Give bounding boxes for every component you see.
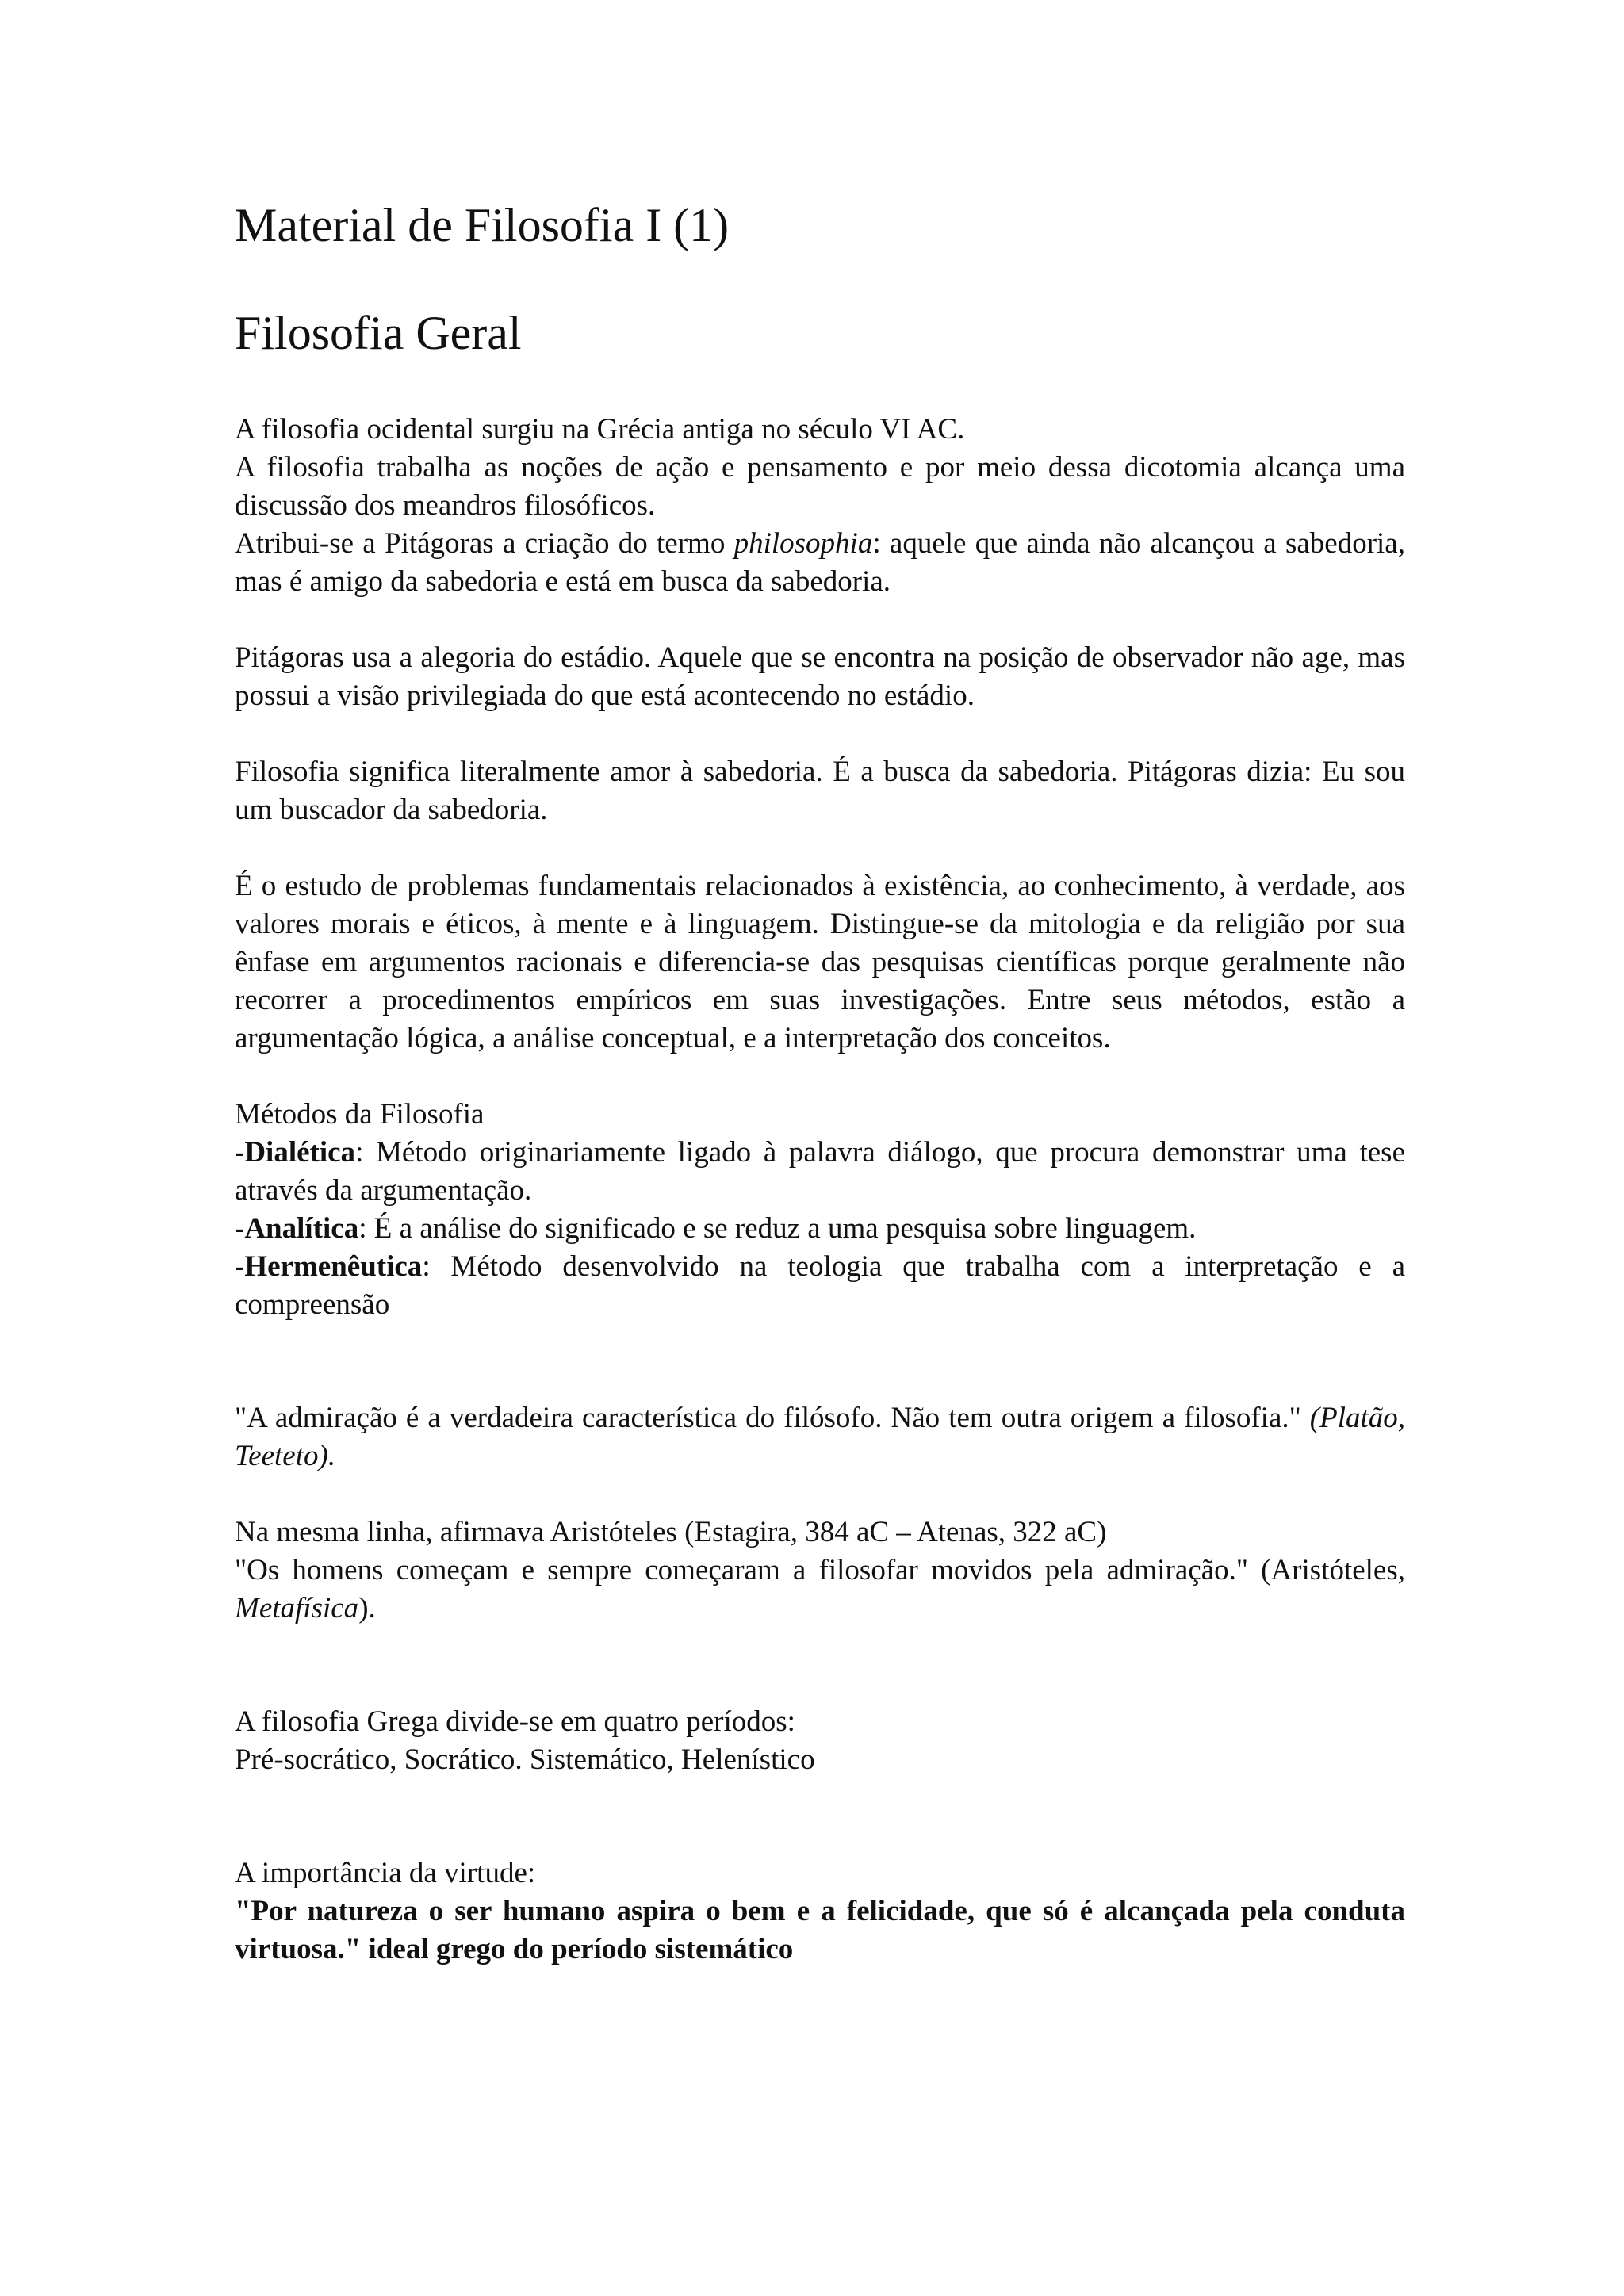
periodos-paragraph [235, 1703, 1405, 1779]
platao-quote [235, 1399, 1405, 1475]
intro-paragraph [235, 411, 1405, 601]
metodo-term: Analítica [244, 1212, 359, 1245]
intro-line-1: A filosofia ocidental surgiu na Grécia antiga no século VI AC. [235, 413, 965, 446]
aristoteles-quote [235, 1552, 1405, 1628]
metafisica-title: Metafísica [235, 1592, 359, 1624]
metodos-heading: Métodos da Filosofia [235, 1098, 485, 1131]
virtude-quote: "Por natureza o ser humano aspira o bem e a felicidade, que só é alcançada pela conduta virtuosa." ideal grego do período sistemático [235, 1895, 1405, 1965]
metodo-dash: - [235, 1250, 245, 1283]
intro-line-3-post: : aquele que ainda não alcançou a sabedoria, mas é amigo da sabedoria e está em busca da sabedoria. [235, 527, 1405, 598]
platao-quote-source: (Platão, Teeteto). [235, 1402, 1405, 1472]
metodo-dash: - [235, 1136, 245, 1169]
virtude-heading: A importância da virtude: [235, 1857, 536, 1889]
periodos-line-1: A filosofia Grega divide-se em quatro períodos: [235, 1705, 795, 1738]
philosophia-term: philosophia [733, 527, 873, 560]
document-subtitle: Filosofia Geral [235, 307, 522, 359]
periodos-line-2: Pré-socrático, Socrático. Sistemático, Helenístico [235, 1743, 815, 1776]
metodo-term: Dialética [244, 1136, 356, 1169]
aristoteles-quote-close: ). [358, 1592, 376, 1624]
metodo-item-hermeneutica [235, 1248, 1405, 1324]
platao-quote-text: "A admiração é a verdadeira característica do filósofo. Não tem outra origem a filosofia." [235, 1402, 1310, 1434]
metodo-dash: - [235, 1212, 245, 1245]
significa-paragraph: Filosofia significa literalmente amor à sabedoria. É a busca da sabedoria. Pitágoras dizia: Eu sou um buscador da sabedoria. [235, 756, 1405, 826]
metodo-desc: : Método originariamente ligado à palavra diálogo, que procura demonstrar uma tese através da argumentação. [235, 1136, 1405, 1207]
aristoteles-quote-text: "Os homens começam e sempre começaram a filosofar movidos pela admiração." (Aristóteles, [235, 1554, 1405, 1586]
intro-line-3 [235, 525, 1405, 601]
metodo-term: Hermenêutica [244, 1250, 423, 1283]
document-page [235, 197, 1405, 1969]
metodo-item-dialetica [235, 1134, 1405, 1210]
virtude-section [235, 1854, 1405, 1969]
metodo-desc: : É a análise do significado e se reduz a uma pesquisa sobre linguagem. [358, 1212, 1197, 1245]
metodo-desc: : Método desenvolvido na teologia que trabalha com a interpretação e a compreensão [235, 1250, 1405, 1321]
estadio-paragraph: Pitágoras usa a alegoria do estádio. Aquele que se encontra na posição de observador não age, mas possui a visão privilegiada do que está acontecendo no estádio. [235, 641, 1405, 712]
document-title: Material de Filosofia I (1) [235, 199, 730, 251]
metodo-item-analitica [235, 1210, 1405, 1248]
aristoteles-line-1: Na mesma linha, afirmava Aristóteles (Estagira, 384 aC – Atenas, 322 aC) [235, 1516, 1107, 1548]
aristoteles-paragraph [235, 1513, 1405, 1628]
intro-line-2: A filosofia trabalha as noções de ação e pensamento e por meio dessa dicotomia alcança uma discussão dos meandros filosóficos. [235, 451, 1405, 522]
estudo-paragraph: É o estudo de problemas fundamentais relacionados à existência, ao conhecimento, à verdade, aos valores morais e éticos, à mente e à linguagem. Distingue-se da mitologia e da religião por sua ênfase em argumentos racionais e diferencia-se das pesquisas científicas porque geralmente não recorrer a procedimentos empíricos em suas investigações. Entre seus métodos, estão a argumentação lógica, a análise conceptual, e a interpretação dos conceitos. [235, 870, 1405, 1054]
metodos-section [235, 1096, 1405, 1324]
intro-line-3-pre: Atribui-se a Pitágoras a criação do termo [235, 527, 734, 560]
